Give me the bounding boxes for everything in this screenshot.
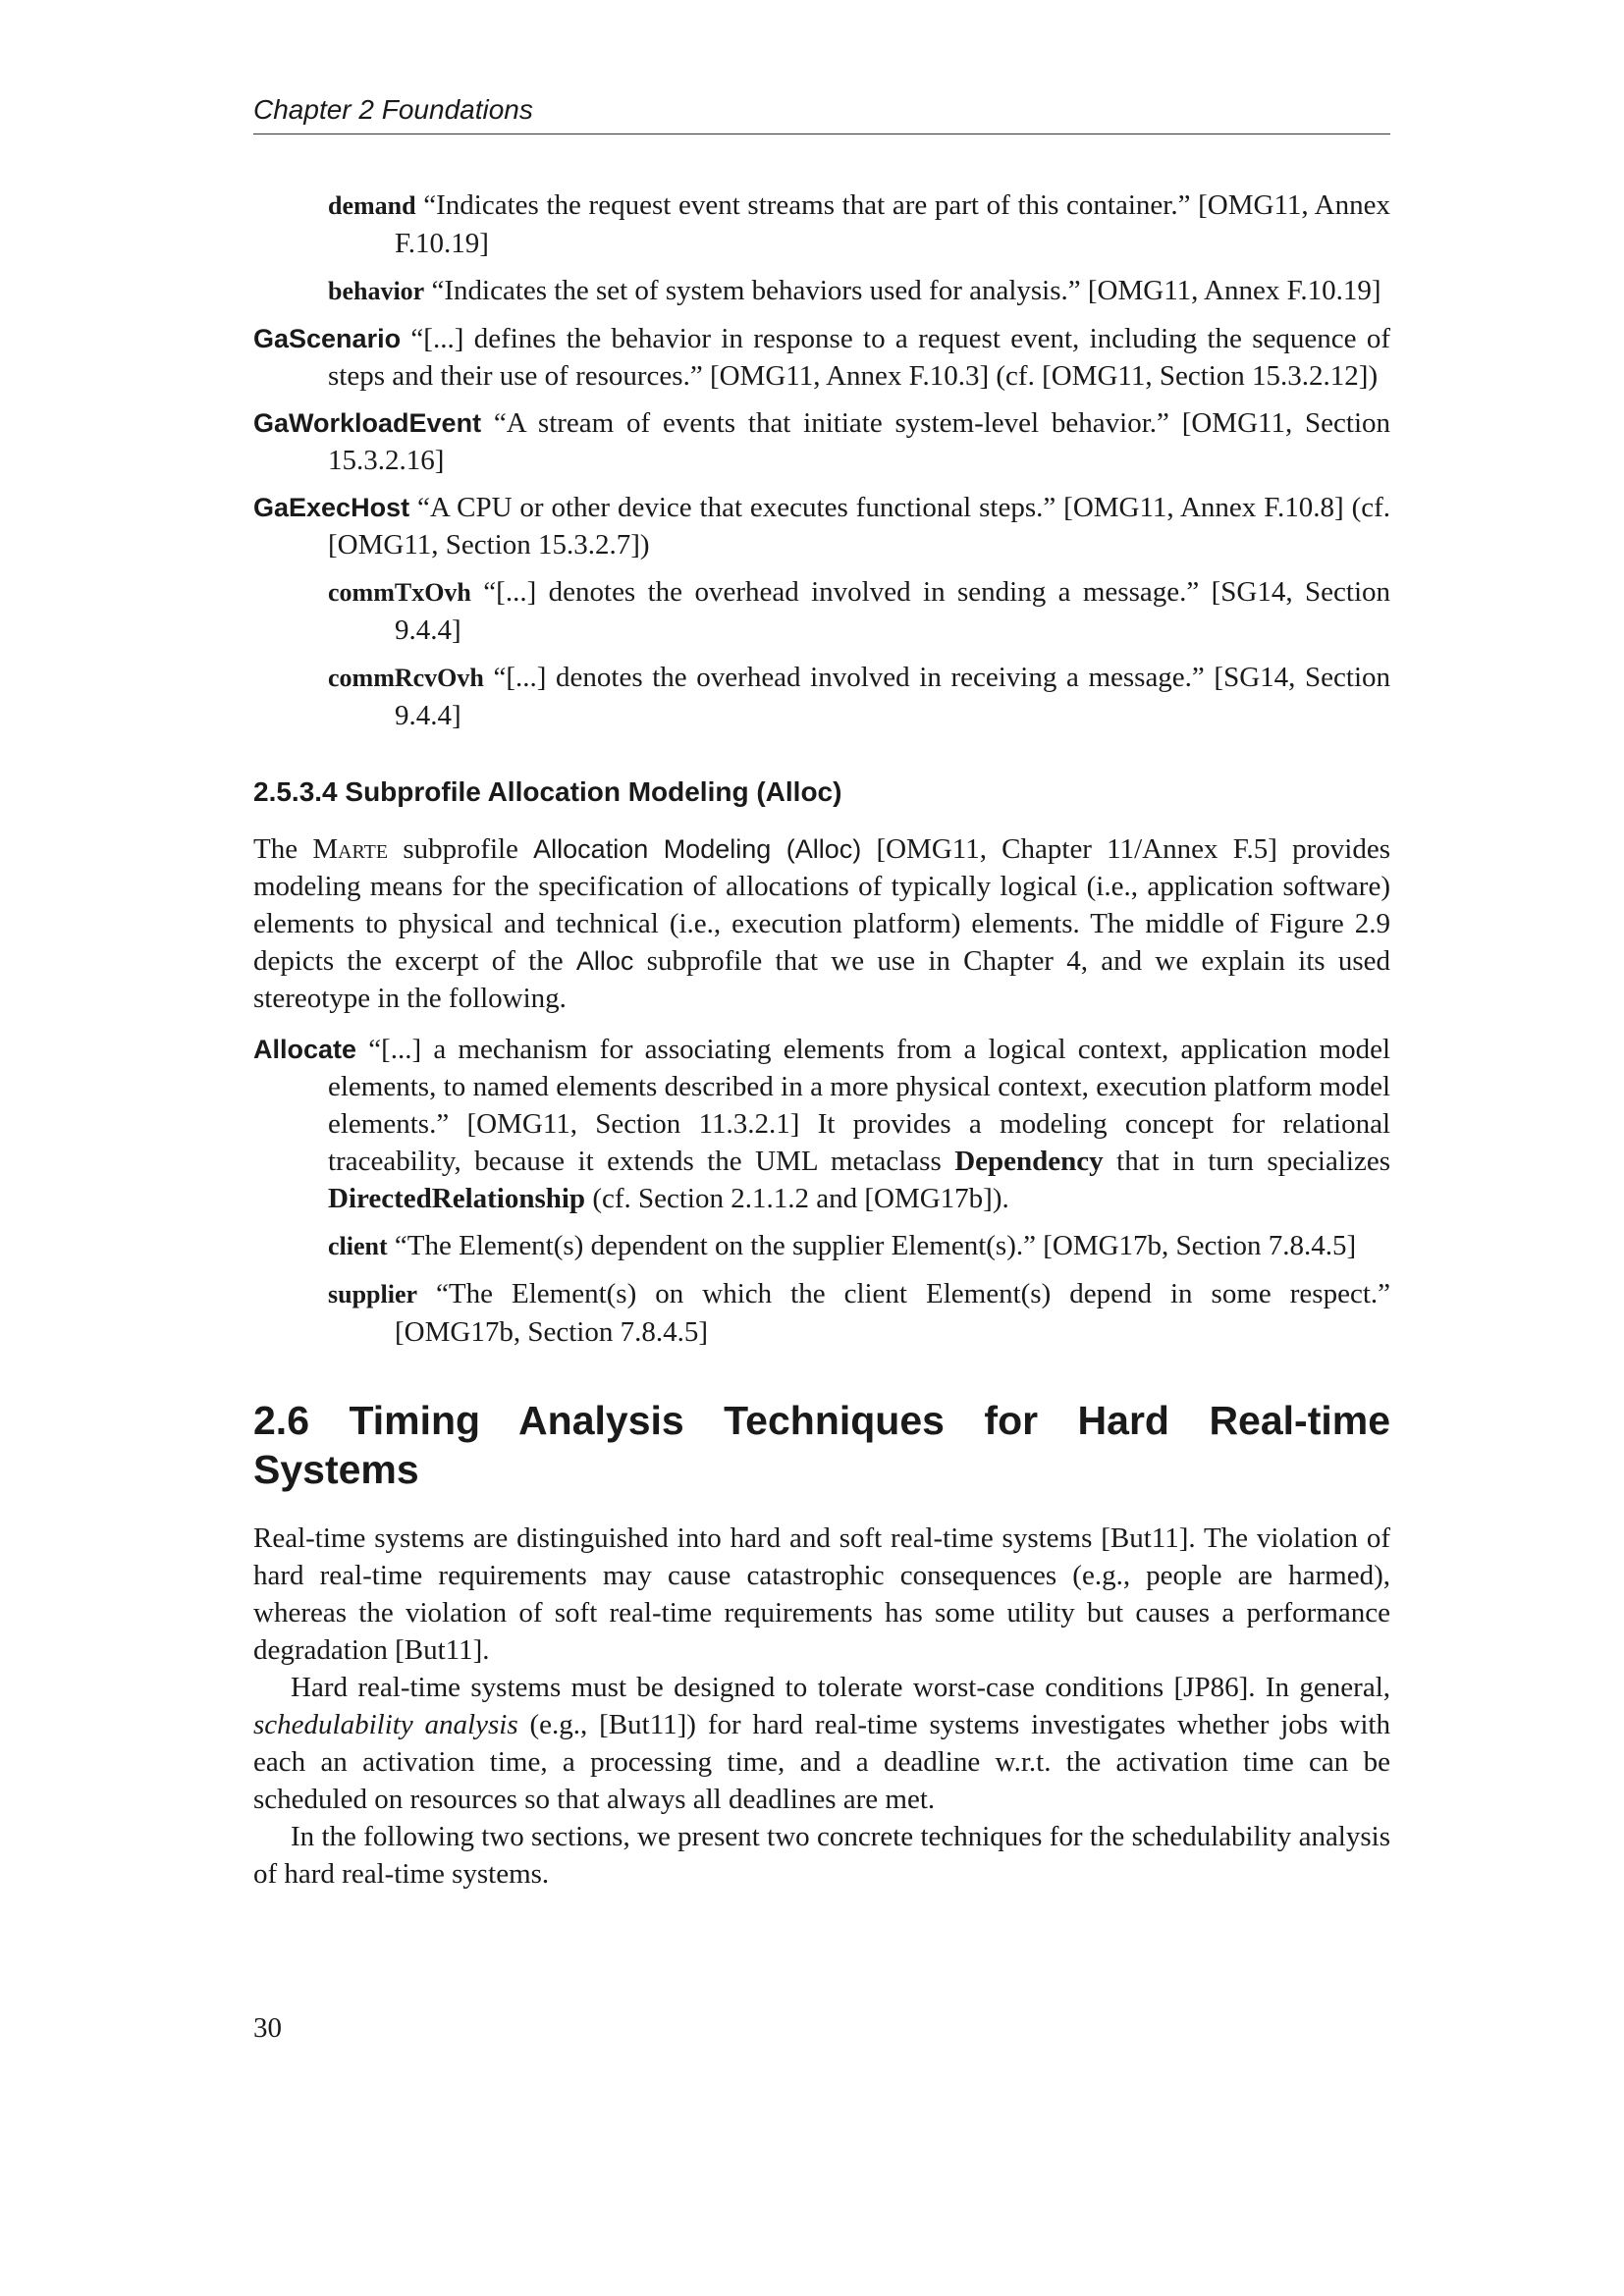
definition-text-behavior: “Indicates the set of system behaviors used for analysis.” [OMG11, Annex F.10.19] xyxy=(431,275,1381,306)
text-run: (cf. Section 2.1.1.2 and [OMG17b]). xyxy=(585,1183,1009,1214)
definition-text-gaexechost: “A CPU or other device that executes functional steps.” [OMG11, Annex F.10.8] (cf. [OMG11, Section 15.3.2.7]) xyxy=(328,492,1390,561)
definition-client xyxy=(328,1227,1390,1265)
definition-gaexechost xyxy=(253,489,1390,563)
text-run: [OMG11, Chapter 11/Annex F.5] provides modeling means for the specification of allocations of typically logical (i.e., application software) elements to physical and technical (i.e., execution platform) elements. The middle of Figure 2.9 depicts the excerpt of the xyxy=(253,833,1390,977)
definition-gaworkloadevent xyxy=(253,404,1390,479)
term-behavior: behavior xyxy=(328,277,425,305)
definition-supplier xyxy=(328,1275,1390,1351)
definition-text-client: “The Element(s) dependent on the supplier Element(s).” [OMG17b, Section 7.8.4.5] xyxy=(394,1230,1357,1261)
text-run: The xyxy=(253,833,313,865)
term-client: client xyxy=(328,1232,388,1260)
emphasis-schedulability-analysis: schedulability analysis xyxy=(253,1709,518,1740)
section-title: 2.6 Timing Analysis Techniques for Hard Real-time Systems xyxy=(253,1398,1390,1492)
definition-commrcvovh xyxy=(328,659,1390,734)
term-supplier: supplier xyxy=(328,1280,418,1308)
marte-name: Marte xyxy=(312,833,389,865)
term-commtxovh: commTxOvh xyxy=(328,578,471,607)
term-commrcvovh: commRcvOvh xyxy=(328,664,484,692)
section-paragraph-1: Real-time systems are distinguished into hard and soft real-time systems [But11]. The violation of hard real-time requirements may cause catastrophic consequences (e.g., people are harmed), whereas the violation of soft real-time requirements has some utility but causes a performance degradation [But11]. xyxy=(253,1522,1390,1666)
definition-behavior xyxy=(328,272,1390,310)
page-number: 30 xyxy=(253,2012,282,2044)
term-gaworkloadevent: GaWorkloadEvent xyxy=(253,408,482,438)
text-run: Hard real-time systems must be designed to tolerate worst-case conditions [JP86]. In general, xyxy=(291,1672,1390,1703)
term-allocate: Allocate xyxy=(253,1035,357,1064)
subsection-paragraph xyxy=(253,830,1390,1017)
metaclass-directedrelationship: DirectedRelationship xyxy=(328,1183,586,1214)
text-run: “[...] a mechanism for associating elements from a logical context, application model elements, to named elements described in a more physical context, execution platform model elements.” [OMG11, Section 11.3.2.1] It provides a modeling concept for relational traceability, because it extends the UML metaclass xyxy=(328,1034,1390,1177)
subsection-title: 2.5.3.4 Subprofile Allocation Modeling (Alloc) xyxy=(253,776,842,807)
term-demand: demand xyxy=(328,191,416,220)
definition-text-demand: “Indicates the request event streams that are part of this container.” [OMG11, Annex F.10.19] xyxy=(395,189,1390,259)
term-gaexechost: GaExecHost xyxy=(253,493,410,522)
definition-text-gaworkloadevent: “A stream of events that initiate system-level behavior.” [OMG11, Section 15.3.2.16] xyxy=(328,407,1390,476)
page-content xyxy=(253,187,1390,1893)
definition-text-gascenario: “[...] defines the behavior in response to a request event, including the sequence of steps and their use of resources.” [OMG11, Annex F.10.3] (cf. [OMG11, Section 15.3.2.12]) xyxy=(328,323,1391,392)
definition-text-supplier: “The Element(s) on which the client Element(s) depend in some respect.” [OMG17b, Section 7.8.4.5] xyxy=(395,1278,1390,1348)
definition-text-commtxovh: “[...] denotes the overhead involved in sending a message.” [SG14, Section 9.4.4] xyxy=(395,576,1390,646)
definition-commtxovh xyxy=(328,573,1390,649)
section-paragraph-2 xyxy=(253,1669,1390,1818)
term-gascenario: GaScenario xyxy=(253,324,402,353)
metaclass-dependency: Dependency xyxy=(954,1146,1104,1177)
definition-gascenario xyxy=(253,320,1390,395)
text-run: that in turn specializes xyxy=(1103,1146,1391,1177)
section-paragraph-3: In the following two sections, we present two concrete techniques for the schedulability analysis of hard real-time systems. xyxy=(253,1821,1390,1890)
text-run: subprofile xyxy=(388,833,534,865)
text-run: (e.g., [But11]) for hard real-time systems investigates whether jobs with each an activation time, a processing time, and a deadline w.r.t. the activation time can be scheduled on resources so that always all deadlines are met. xyxy=(253,1709,1390,1815)
alloc-short-name: Alloc xyxy=(575,946,634,976)
definition-text-commrcvovh: “[...] denotes the overhead involved in receiving a message.” [SG14, Section 9.4.4] xyxy=(395,662,1391,731)
definition-allocate xyxy=(253,1031,1390,1217)
definition-demand xyxy=(328,187,1390,262)
alloc-profile-name: Allocation Modeling (Alloc) xyxy=(533,834,862,864)
text-run: subprofile that we use in Chapter 4, and we explain its used stereotype in the following. xyxy=(253,945,1390,1014)
running-header: Chapter 2 Foundations xyxy=(253,94,1390,134)
